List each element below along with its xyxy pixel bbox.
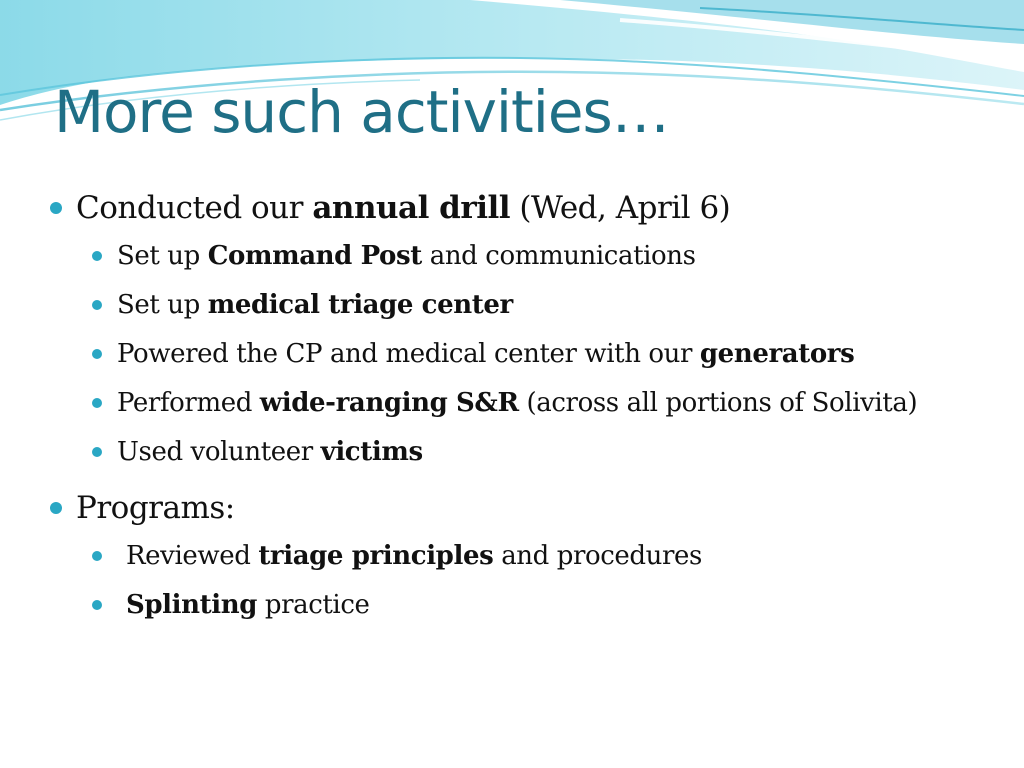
bullet-dot-icon bbox=[50, 502, 62, 514]
sub-bullet-text: and communications bbox=[421, 241, 696, 271]
sub-bullet-item bbox=[48, 383, 957, 423]
bullet-text: Programs: bbox=[76, 490, 235, 526]
sub-bullet-text: and procedures bbox=[493, 541, 702, 571]
bullet-dot-icon bbox=[92, 349, 102, 359]
bullet-list bbox=[48, 186, 988, 634]
sub-bullet-bold-text: triage principles bbox=[258, 541, 494, 571]
bullet-dot-icon bbox=[50, 202, 62, 214]
bullet-text: Conducted our bbox=[76, 190, 313, 226]
sub-bullet-bold-text: victims bbox=[320, 437, 423, 467]
bullet-item bbox=[48, 186, 988, 230]
sub-bullet-text: Set up bbox=[117, 290, 208, 320]
sub-bullet-bold-text: Command Post bbox=[207, 241, 422, 271]
slide-title: More such activities… bbox=[54, 78, 669, 146]
sub-bullet-text: Set up bbox=[117, 241, 208, 271]
bullet-dot-icon bbox=[92, 600, 102, 610]
sub-bullet-bold-text: medical triage center bbox=[207, 290, 513, 320]
sub-bullet-bold-text: wide-ranging S&R bbox=[259, 388, 519, 418]
sub-bullet-text: practice bbox=[256, 590, 370, 620]
sub-bullet-text: Used volunteer bbox=[117, 437, 321, 467]
sub-bullet-text: (across all portions of Solivita) bbox=[518, 388, 918, 418]
sub-bullet-item bbox=[48, 585, 988, 625]
sub-bullet-bold-text: Splinting bbox=[126, 590, 257, 620]
sub-bullet-item bbox=[48, 432, 988, 472]
bullet-dot-icon bbox=[92, 447, 102, 457]
bullet-item bbox=[48, 486, 988, 530]
bullet-bold-text: annual drill bbox=[312, 190, 511, 226]
bullet-dot-icon bbox=[92, 251, 102, 261]
sub-bullet-text: Reviewed bbox=[126, 541, 259, 571]
bullet-text: (Wed, April 6) bbox=[510, 190, 731, 226]
bullet-dot-icon bbox=[92, 300, 102, 310]
sub-bullet-item bbox=[48, 285, 988, 325]
sub-bullet-item bbox=[48, 334, 988, 374]
bullet-dot-icon bbox=[92, 551, 102, 561]
sub-bullet-text: Powered the CP and medical center with our bbox=[117, 339, 700, 369]
sub-bullet-item bbox=[48, 236, 988, 276]
sub-bullet-item bbox=[48, 536, 988, 576]
sub-bullet-bold-text: generators bbox=[699, 339, 855, 369]
sub-bullet-text: Performed bbox=[117, 388, 260, 418]
bullet-dot-icon bbox=[92, 398, 102, 408]
